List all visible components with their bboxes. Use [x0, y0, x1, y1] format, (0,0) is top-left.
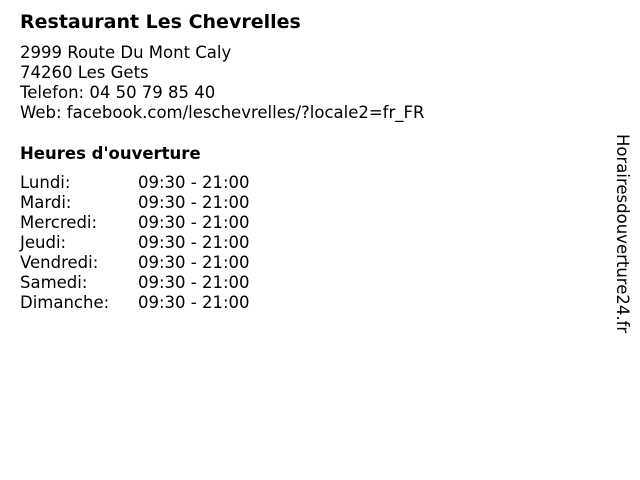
- day-label: Lundi:: [20, 173, 71, 192]
- hours-row-thursday: [20, 233, 250, 253]
- time-range: 09:30 - 21:00: [138, 213, 250, 232]
- phone-number: Telefon: 04 50 79 85 40: [20, 83, 216, 102]
- street-address: 2999 Route Du Mont Caly: [20, 43, 232, 62]
- day-label: Mardi:: [20, 193, 72, 212]
- day-label: Vendredi:: [20, 253, 99, 272]
- time-range: 09:30 - 21:00: [138, 173, 250, 192]
- day-label: Samedi:: [20, 273, 88, 292]
- website-link[interactable]: Web: facebook.com/leschevrelles/?locale2=fr_FR: [20, 103, 425, 122]
- hours-row-saturday: [20, 273, 250, 293]
- day-label: Mercredi:: [20, 213, 98, 232]
- restaurant-name: Restaurant Les Chevrelles: [20, 11, 301, 33]
- hours-row-wednesday: [20, 213, 250, 233]
- hours-row-friday: [20, 253, 250, 273]
- time-range: 09:30 - 21:00: [138, 273, 250, 292]
- time-range: 09:30 - 21:00: [138, 193, 250, 212]
- opening-hours-heading: Heures d'ouverture: [20, 144, 201, 163]
- hours-row-sunday: [20, 293, 250, 313]
- day-label: Dimanche:: [20, 293, 110, 312]
- hours-row-tuesday: [20, 193, 250, 213]
- site-credit: Horairesdouverture24.fr: [613, 134, 632, 334]
- day-label: Jeudi:: [20, 233, 67, 252]
- opening-hours-table: [20, 173, 250, 313]
- time-range: 09:30 - 21:00: [138, 253, 250, 272]
- city-postcode: 74260 Les Gets: [20, 63, 149, 82]
- time-range: 09:30 - 21:00: [138, 293, 250, 312]
- time-range: 09:30 - 21:00: [138, 233, 250, 252]
- address-block: [20, 43, 424, 123]
- hours-row-monday: [20, 173, 250, 193]
